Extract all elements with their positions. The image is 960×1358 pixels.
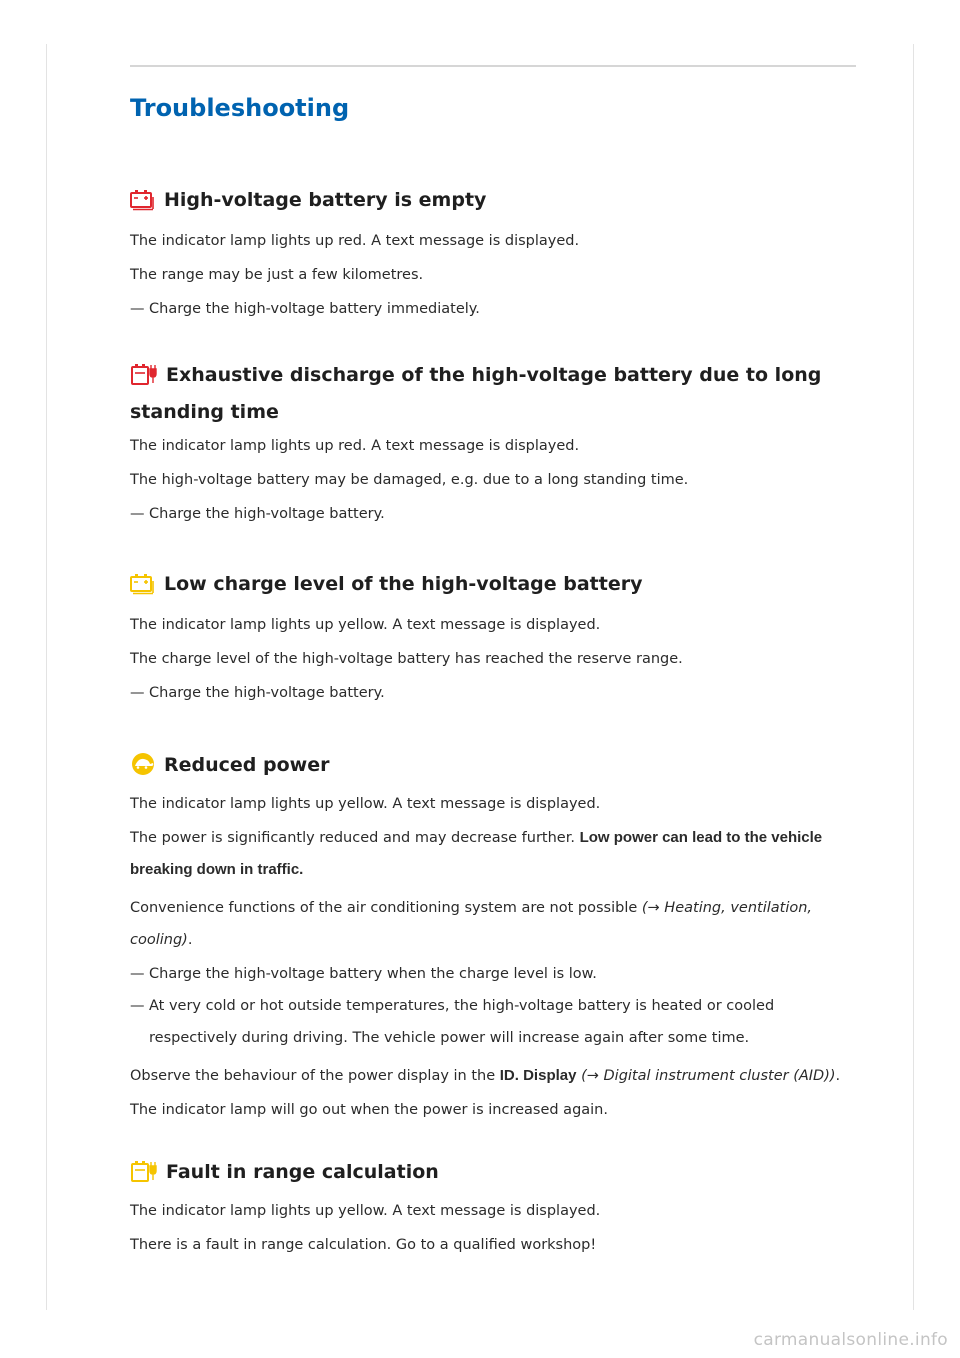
power-text: The power is significantly reduced and may decrease further. <box>130 830 575 846</box>
battery-plug-icon <box>130 1159 158 1193</box>
action-item: — Charge the high-voltage battery when the charge level is low. <box>130 958 856 990</box>
battery-plug-icon <box>130 362 158 396</box>
cross-reference-link[interactable]: (→ Heating, ventilation, cooling) <box>130 900 813 948</box>
period-text: . <box>835 1068 841 1084</box>
section-battery-empty <box>130 184 856 325</box>
watermark: carmanualsonline.info <box>753 1330 948 1350</box>
section-reduced-power <box>130 749 856 1126</box>
section-heading: Fault in range calculation <box>130 1156 856 1193</box>
paragraph: The range may be just a few kilometres. <box>130 267 424 283</box>
section-exhaustive-discharge <box>130 359 856 530</box>
right-margin-rule <box>913 44 914 1310</box>
section-heading: High-voltage battery is empty <box>130 184 856 221</box>
section-heading: Reduced power <box>130 749 856 786</box>
paragraph <box>130 1060 856 1092</box>
display-name: ID. Display <box>499 1067 577 1084</box>
observe-text: Observe the behaviour of the power display in the <box>130 1068 496 1084</box>
paragraph <box>130 892 856 956</box>
paragraph: The indicator lamp lights up yellow. A text message is displayed. <box>130 617 601 633</box>
action-item: — Charge the high-voltage battery. <box>130 498 856 530</box>
period-text: . <box>187 932 193 948</box>
action-item: — Charge the high-voltage battery. <box>130 677 856 709</box>
paragraph: The high-voltage battery may be damaged, e.g. due to a long standing time. <box>130 472 689 488</box>
turtle-icon <box>130 752 156 786</box>
action-item: — At very cold or hot outside temperatures, the high-voltage battery is heated or cooled respectively during driving. The vehicle power will increase again after some time. <box>130 990 856 1054</box>
left-margin-rule <box>46 44 47 1310</box>
page-content <box>130 88 856 1261</box>
battery-icon <box>130 573 156 605</box>
battery-icon <box>130 189 156 221</box>
paragraph: The indicator lamp lights up yellow. A text message is displayed. <box>130 1203 601 1219</box>
paragraph: The charge level of the high-voltage battery has reached the reserve range. <box>130 651 683 667</box>
paragraph: The indicator lamp lights up red. A text message is displayed. <box>130 233 580 249</box>
section-heading: Low charge level of the high-voltage battery <box>130 568 856 605</box>
convenience-text: Convenience functions of the air conditioning system are not possible <box>130 900 638 916</box>
cross-reference-link[interactable]: (→ Digital instrument cluster (AID)) <box>581 1068 836 1084</box>
page-title: Troubleshooting <box>130 94 350 122</box>
section-range-fault <box>130 1156 856 1261</box>
paragraph: The indicator lamp lights up yellow. A text message is displayed. <box>130 796 601 812</box>
paragraph: There is a fault in range calculation. Go to a qualified workshop! <box>130 1237 597 1253</box>
warning-text: Low power can lead to the vehicle breaking down in traffic. <box>130 829 823 878</box>
section-heading: Exhaustive discharge of the high-voltage battery due to long standing time <box>130 364 822 423</box>
paragraph <box>130 822 856 886</box>
action-item: — Charge the high-voltage battery immediately. <box>130 293 856 325</box>
section-low-charge <box>130 568 856 709</box>
header-rule <box>130 65 856 67</box>
paragraph: The indicator lamp will go out when the power is increased again. <box>130 1102 608 1118</box>
paragraph: The indicator lamp lights up red. A text message is displayed. <box>130 438 580 454</box>
